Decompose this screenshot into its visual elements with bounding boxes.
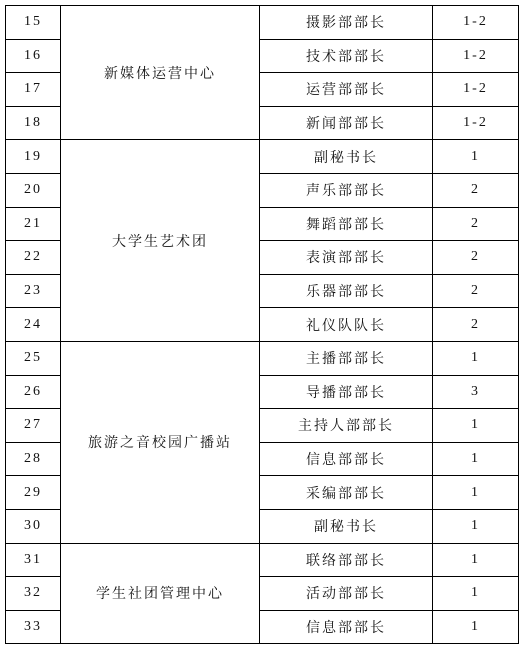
row-number: 26	[6, 375, 61, 409]
organization-name: 大学生艺术团	[61, 140, 260, 342]
headcount: 1	[433, 341, 519, 375]
headcount: 1-2	[433, 106, 519, 140]
row-number: 29	[6, 476, 61, 510]
row-number: 28	[6, 442, 61, 476]
position-title: 主持人部部长	[260, 409, 433, 443]
row-number: 20	[6, 173, 61, 207]
position-title: 信息部部长	[260, 442, 433, 476]
table-row	[6, 140, 519, 174]
position-title: 活动部部长	[260, 577, 433, 611]
row-number: 21	[6, 207, 61, 241]
position-title: 乐器部部长	[260, 274, 433, 308]
position-title: 运营部部长	[260, 73, 433, 107]
table-row	[6, 543, 519, 577]
position-roster-table	[5, 5, 519, 644]
table-row	[6, 6, 519, 40]
position-title: 采编部部长	[260, 476, 433, 510]
position-title: 主播部部长	[260, 341, 433, 375]
position-title: 副秘书长	[260, 140, 433, 174]
headcount: 1	[433, 442, 519, 476]
row-number: 24	[6, 308, 61, 342]
row-number: 25	[6, 341, 61, 375]
row-number: 18	[6, 106, 61, 140]
table-row	[6, 341, 519, 375]
row-number: 32	[6, 577, 61, 611]
row-number: 19	[6, 140, 61, 174]
position-title: 声乐部部长	[260, 173, 433, 207]
row-number: 23	[6, 274, 61, 308]
position-title: 技术部部长	[260, 39, 433, 73]
row-number: 33	[6, 610, 61, 644]
position-title: 新闻部部长	[260, 106, 433, 140]
position-title: 联络部部长	[260, 543, 433, 577]
headcount: 1	[433, 409, 519, 443]
row-number: 17	[6, 73, 61, 107]
position-title: 摄影部部长	[260, 6, 433, 40]
position-title: 导播部部长	[260, 375, 433, 409]
headcount: 1-2	[433, 39, 519, 73]
position-title: 舞蹈部部长	[260, 207, 433, 241]
row-number: 16	[6, 39, 61, 73]
organization-name: 新媒体运营中心	[61, 6, 260, 140]
headcount: 2	[433, 207, 519, 241]
row-number: 22	[6, 241, 61, 275]
headcount: 1	[433, 509, 519, 543]
headcount: 1	[433, 610, 519, 644]
headcount: 1	[433, 577, 519, 611]
position-title: 副秘书长	[260, 509, 433, 543]
headcount: 1	[433, 543, 519, 577]
row-number: 27	[6, 409, 61, 443]
position-title: 表演部部长	[260, 241, 433, 275]
headcount: 1	[433, 140, 519, 174]
row-number: 31	[6, 543, 61, 577]
headcount: 1-2	[433, 6, 519, 40]
headcount: 1	[433, 476, 519, 510]
roster-body	[6, 6, 519, 644]
headcount: 3	[433, 375, 519, 409]
headcount: 2	[433, 173, 519, 207]
organization-name: 学生社团管理中心	[61, 543, 260, 644]
headcount: 2	[433, 274, 519, 308]
headcount: 2	[433, 308, 519, 342]
row-number: 15	[6, 6, 61, 40]
position-title: 礼仪队队长	[260, 308, 433, 342]
headcount: 2	[433, 241, 519, 275]
organization-name: 旅游之音校园广播站	[61, 341, 260, 543]
headcount: 1-2	[433, 73, 519, 107]
row-number: 30	[6, 509, 61, 543]
position-title: 信息部部长	[260, 610, 433, 644]
